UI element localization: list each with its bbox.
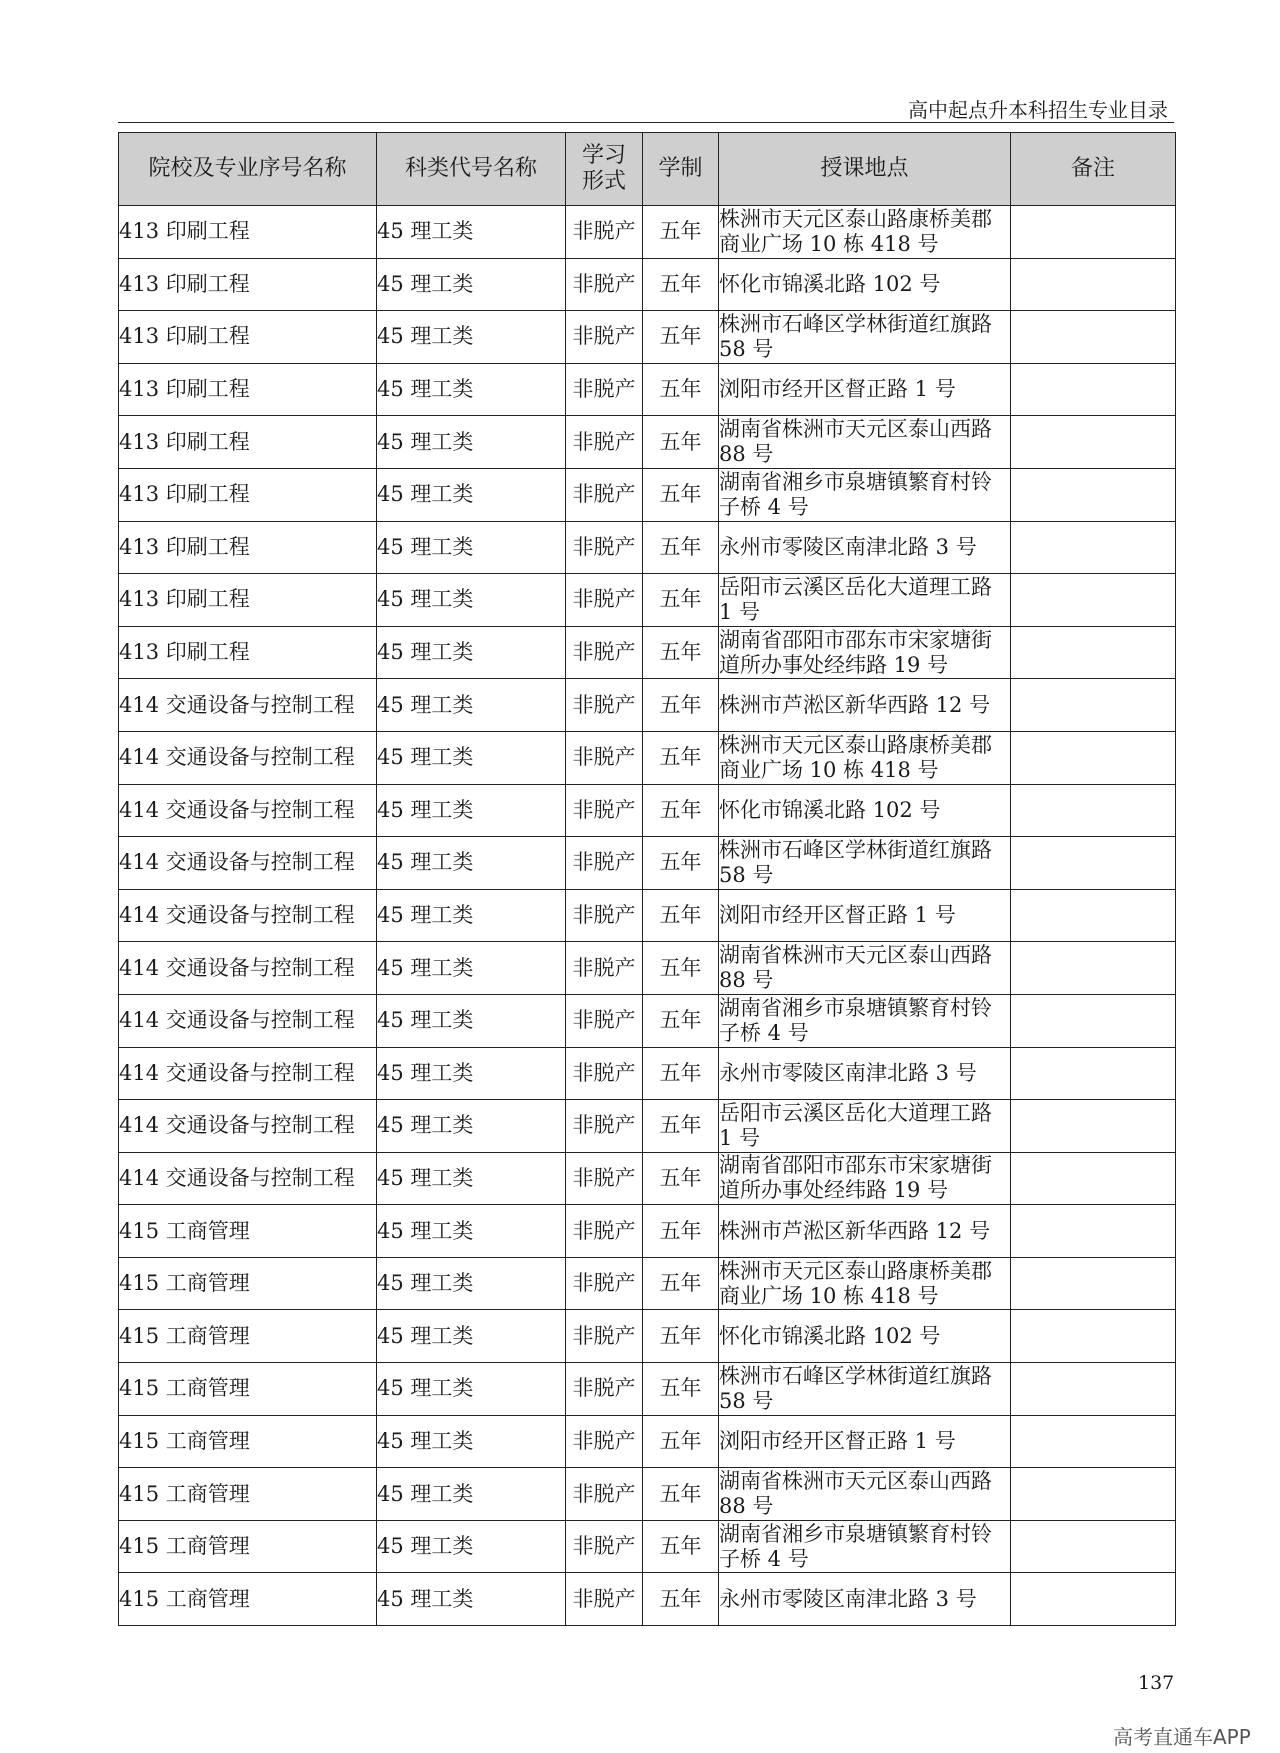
cell-location: 岳阳市云溪区岳化大道理工路 1 号 (719, 574, 1011, 627)
cell-major: 414 交通设备与控制工程 (119, 1100, 377, 1153)
cell-note (1011, 311, 1176, 364)
cell-duration: 五年 (643, 1573, 719, 1626)
cell-category: 45 理工类 (377, 311, 566, 364)
col-header-major: 院校及专业序号名称 (119, 133, 377, 206)
cell-major: 414 交通设备与控制工程 (119, 889, 377, 942)
cell-note (1011, 1100, 1176, 1153)
cell-major: 415 工商管理 (119, 1363, 377, 1416)
table-row (119, 311, 1176, 364)
cell-category: 45 理工类 (377, 1310, 566, 1363)
cell-category: 45 理工类 (377, 1415, 566, 1468)
table-row (119, 1468, 1176, 1521)
cell-category: 45 理工类 (377, 1257, 566, 1310)
cell-duration: 五年 (643, 1205, 719, 1258)
cell-study-form: 非脱产 (566, 889, 643, 942)
cell-category: 45 理工类 (377, 1363, 566, 1416)
cell-duration: 五年 (643, 1363, 719, 1416)
cell-major: 414 交通设备与控制工程 (119, 679, 377, 732)
cell-duration: 五年 (643, 679, 719, 732)
cell-note (1011, 1363, 1176, 1416)
cell-major: 414 交通设备与控制工程 (119, 1152, 377, 1205)
cell-study-form: 非脱产 (566, 521, 643, 574)
cell-study-form: 非脱产 (566, 837, 643, 890)
cell-location: 湖南省邵阳市邵东市宋家塘街道所办事处经纬路 19 号 (719, 626, 1011, 679)
cell-duration: 五年 (643, 1415, 719, 1468)
table-row (119, 258, 1176, 311)
cell-major: 414 交通设备与控制工程 (119, 837, 377, 890)
cell-note (1011, 1468, 1176, 1521)
cell-note (1011, 784, 1176, 837)
cell-location: 永州市零陵区南津北路 3 号 (719, 1047, 1011, 1100)
cell-location: 湖南省株洲市天元区泰山西路 88 号 (719, 416, 1011, 469)
cell-major: 415 工商管理 (119, 1310, 377, 1363)
cell-note (1011, 1573, 1176, 1626)
table-row (119, 942, 1176, 995)
cell-category: 45 理工类 (377, 363, 566, 416)
cell-category: 45 理工类 (377, 942, 566, 995)
page-number: 137 (1138, 1672, 1175, 1694)
cell-note (1011, 206, 1176, 259)
cell-study-form: 非脱产 (566, 258, 643, 311)
table-row (119, 206, 1176, 259)
cell-location: 怀化市锦溪北路 102 号 (719, 258, 1011, 311)
cell-major: 413 印刷工程 (119, 258, 377, 311)
cell-location: 湖南省株洲市天元区泰山西路 88 号 (719, 1468, 1011, 1521)
cell-category: 45 理工类 (377, 1100, 566, 1153)
cell-duration: 五年 (643, 521, 719, 574)
cell-major: 415 工商管理 (119, 1468, 377, 1521)
cell-study-form: 非脱产 (566, 468, 643, 521)
table-row (119, 1520, 1176, 1573)
cell-duration: 五年 (643, 468, 719, 521)
cell-major: 414 交通设备与控制工程 (119, 1047, 377, 1100)
cell-location: 怀化市锦溪北路 102 号 (719, 1310, 1011, 1363)
watermark: 高考直通车APP (1113, 1725, 1251, 1749)
cell-duration: 五年 (643, 1257, 719, 1310)
cell-duration: 五年 (643, 1468, 719, 1521)
cell-location: 株洲市天元区泰山路康桥美郡商业广场 10 栋 418 号 (719, 1257, 1011, 1310)
cell-category: 45 理工类 (377, 784, 566, 837)
cell-location: 湖南省邵阳市邵东市宋家塘街道所办事处经纬路 19 号 (719, 1152, 1011, 1205)
cell-study-form: 非脱产 (566, 1152, 643, 1205)
cell-study-form: 非脱产 (566, 311, 643, 364)
cell-category: 45 理工类 (377, 521, 566, 574)
cell-location: 湖南省株洲市天元区泰山西路 88 号 (719, 942, 1011, 995)
cell-location: 株洲市天元区泰山路康桥美郡商业广场 10 栋 418 号 (719, 206, 1011, 259)
cell-major: 414 交通设备与控制工程 (119, 731, 377, 784)
cell-duration: 五年 (643, 626, 719, 679)
cell-category: 45 理工类 (377, 626, 566, 679)
cell-category: 45 理工类 (377, 1468, 566, 1521)
cell-note (1011, 1152, 1176, 1205)
cell-duration: 五年 (643, 1152, 719, 1205)
cell-major: 414 交通设备与控制工程 (119, 784, 377, 837)
table-row (119, 1573, 1176, 1626)
col-header-duration: 学制 (643, 133, 719, 206)
cell-study-form: 非脱产 (566, 1257, 643, 1310)
cell-category: 45 理工类 (377, 1573, 566, 1626)
cell-category: 45 理工类 (377, 574, 566, 627)
cell-category: 45 理工类 (377, 889, 566, 942)
cell-major: 413 印刷工程 (119, 626, 377, 679)
cell-location: 湖南省湘乡市泉塘镇繁育村铃子桥 4 号 (719, 468, 1011, 521)
cell-location: 浏阳市经开区督正路 1 号 (719, 1415, 1011, 1468)
cell-duration: 五年 (643, 994, 719, 1047)
cell-location: 株洲市芦淞区新华西路 12 号 (719, 1205, 1011, 1258)
cell-duration: 五年 (643, 574, 719, 627)
cell-major: 414 交通设备与控制工程 (119, 994, 377, 1047)
cell-note (1011, 889, 1176, 942)
cell-study-form: 非脱产 (566, 1100, 643, 1153)
cell-major: 414 交通设备与控制工程 (119, 942, 377, 995)
cell-study-form: 非脱产 (566, 994, 643, 1047)
cell-category: 45 理工类 (377, 258, 566, 311)
cell-category: 45 理工类 (377, 468, 566, 521)
table-row (119, 994, 1176, 1047)
cell-note (1011, 837, 1176, 890)
cell-category: 45 理工类 (377, 206, 566, 259)
cell-location: 怀化市锦溪北路 102 号 (719, 784, 1011, 837)
cell-location: 湖南省湘乡市泉塘镇繁育村铃子桥 4 号 (719, 994, 1011, 1047)
cell-note (1011, 994, 1176, 1047)
cell-major: 415 工商管理 (119, 1415, 377, 1468)
cell-note (1011, 1310, 1176, 1363)
cell-duration: 五年 (643, 784, 719, 837)
cell-study-form: 非脱产 (566, 1363, 643, 1416)
cell-major: 413 印刷工程 (119, 206, 377, 259)
cell-note (1011, 731, 1176, 784)
cell-duration: 五年 (643, 1100, 719, 1153)
cell-category: 45 理工类 (377, 1047, 566, 1100)
table-header-row (119, 133, 1176, 206)
cell-study-form: 非脱产 (566, 1047, 643, 1100)
table-row (119, 521, 1176, 574)
table-row (119, 1152, 1176, 1205)
cell-note (1011, 679, 1176, 732)
cell-major: 415 工商管理 (119, 1205, 377, 1258)
cell-location: 株洲市芦淞区新华西路 12 号 (719, 679, 1011, 732)
cell-major: 413 印刷工程 (119, 574, 377, 627)
cell-note (1011, 468, 1176, 521)
cell-major: 415 工商管理 (119, 1520, 377, 1573)
cell-duration: 五年 (643, 837, 719, 890)
table-row (119, 784, 1176, 837)
cell-note (1011, 1257, 1176, 1310)
cell-study-form: 非脱产 (566, 206, 643, 259)
cell-study-form: 非脱产 (566, 574, 643, 627)
cell-study-form: 非脱产 (566, 1573, 643, 1626)
cell-major: 413 印刷工程 (119, 311, 377, 364)
cell-major: 415 工商管理 (119, 1257, 377, 1310)
table-row (119, 1415, 1176, 1468)
table-header (119, 133, 1176, 206)
col-header-category: 科类代号名称 (377, 133, 566, 206)
cell-duration: 五年 (643, 889, 719, 942)
cell-note (1011, 574, 1176, 627)
running-header-title: 高中起点升本科招生专业目录 (908, 98, 1168, 122)
table-row (119, 468, 1176, 521)
cell-study-form: 非脱产 (566, 1205, 643, 1258)
cell-study-form: 非脱产 (566, 416, 643, 469)
cell-location: 湖南省湘乡市泉塘镇繁育村铃子桥 4 号 (719, 1520, 1011, 1573)
cell-study-form: 非脱产 (566, 942, 643, 995)
cell-category: 45 理工类 (377, 416, 566, 469)
cell-study-form: 非脱产 (566, 363, 643, 416)
cell-study-form: 非脱产 (566, 1468, 643, 1521)
table-row (119, 626, 1176, 679)
cell-note (1011, 1415, 1176, 1468)
cell-note (1011, 1047, 1176, 1100)
cell-study-form: 非脱产 (566, 1310, 643, 1363)
cell-category: 45 理工类 (377, 1152, 566, 1205)
cell-study-form: 非脱产 (566, 1520, 643, 1573)
running-header (118, 92, 1174, 123)
cell-location: 株洲市石峰区学林街道红旗路 58 号 (719, 837, 1011, 890)
table-row (119, 1310, 1176, 1363)
cell-duration: 五年 (643, 258, 719, 311)
cell-major: 413 印刷工程 (119, 468, 377, 521)
cell-duration: 五年 (643, 942, 719, 995)
cell-major: 413 印刷工程 (119, 363, 377, 416)
cell-major: 415 工商管理 (119, 1573, 377, 1626)
table-row (119, 1047, 1176, 1100)
cell-location: 永州市零陵区南津北路 3 号 (719, 521, 1011, 574)
cell-location: 株洲市天元区泰山路康桥美郡商业广场 10 栋 418 号 (719, 731, 1011, 784)
table-row (119, 679, 1176, 732)
cell-category: 45 理工类 (377, 1205, 566, 1258)
table-row (119, 1100, 1176, 1153)
cell-location: 浏阳市经开区督正路 1 号 (719, 363, 1011, 416)
cell-note (1011, 1520, 1176, 1573)
cell-duration: 五年 (643, 731, 719, 784)
col-header-note: 备注 (1011, 133, 1176, 206)
cell-location: 浏阳市经开区督正路 1 号 (719, 889, 1011, 942)
cell-category: 45 理工类 (377, 679, 566, 732)
cell-location: 株洲市石峰区学林街道红旗路 58 号 (719, 1363, 1011, 1416)
cell-note (1011, 416, 1176, 469)
cell-study-form: 非脱产 (566, 626, 643, 679)
table-row (119, 1363, 1176, 1416)
table-row (119, 731, 1176, 784)
cell-duration: 五年 (643, 311, 719, 364)
cell-study-form: 非脱产 (566, 731, 643, 784)
cell-duration: 五年 (643, 1047, 719, 1100)
cell-duration: 五年 (643, 206, 719, 259)
table-row (119, 363, 1176, 416)
cell-note (1011, 258, 1176, 311)
col-header-location: 授课地点 (719, 133, 1011, 206)
cell-major: 413 印刷工程 (119, 521, 377, 574)
cell-duration: 五年 (643, 1310, 719, 1363)
cell-location: 永州市零陵区南津北路 3 号 (719, 1573, 1011, 1626)
cell-major: 413 印刷工程 (119, 416, 377, 469)
cell-study-form: 非脱产 (566, 1415, 643, 1468)
cell-location: 株洲市石峰区学林街道红旗路 58 号 (719, 311, 1011, 364)
cell-study-form: 非脱产 (566, 784, 643, 837)
cell-note (1011, 521, 1176, 574)
cell-duration: 五年 (643, 1520, 719, 1573)
cell-duration: 五年 (643, 363, 719, 416)
cell-note (1011, 363, 1176, 416)
cell-location: 岳阳市云溪区岳化大道理工路 1 号 (719, 1100, 1011, 1153)
cell-note (1011, 626, 1176, 679)
table-row (119, 1205, 1176, 1258)
table-row (119, 1257, 1176, 1310)
cell-category: 45 理工类 (377, 994, 566, 1047)
col-header-study-form: 学习形式 (566, 133, 643, 206)
table-row (119, 837, 1176, 890)
cell-category: 45 理工类 (377, 837, 566, 890)
cell-note (1011, 942, 1176, 995)
table-body (119, 206, 1176, 1626)
table-row (119, 889, 1176, 942)
table-row (119, 574, 1176, 627)
cell-study-form: 非脱产 (566, 679, 643, 732)
major-catalog-table (118, 132, 1176, 1626)
cell-category: 45 理工类 (377, 1520, 566, 1573)
table-row (119, 416, 1176, 469)
cell-category: 45 理工类 (377, 731, 566, 784)
cell-note (1011, 1205, 1176, 1258)
cell-duration: 五年 (643, 416, 719, 469)
